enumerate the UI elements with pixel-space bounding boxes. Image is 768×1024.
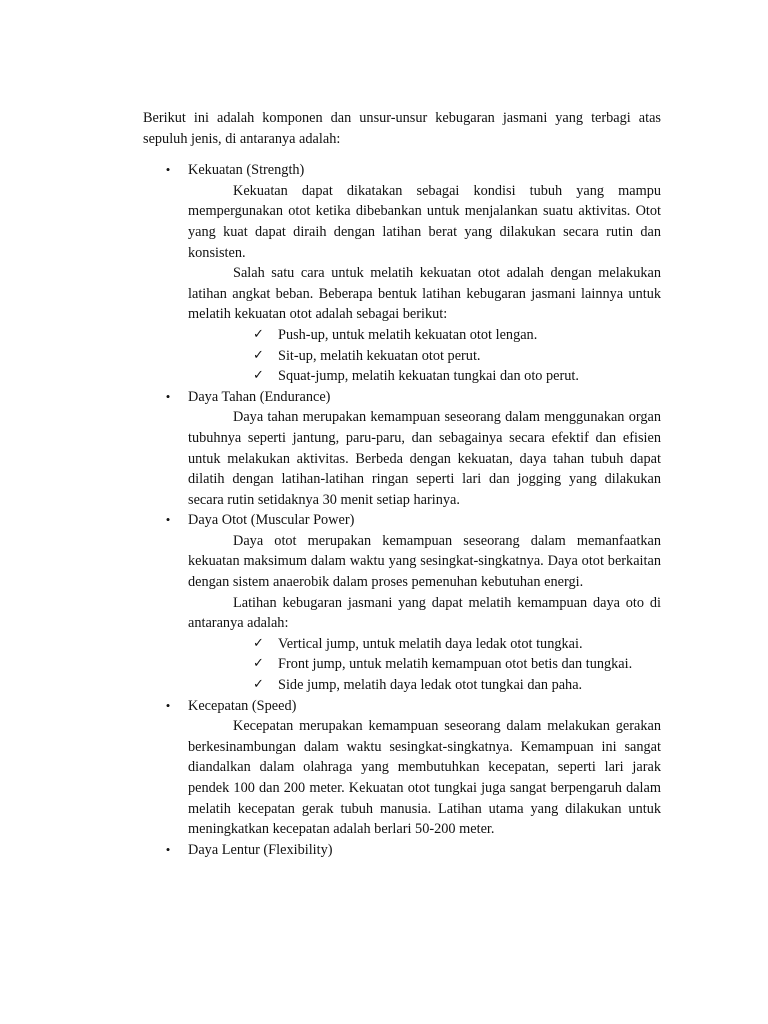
exercise-item	[253, 675, 661, 696]
bullet-icon: •	[165, 162, 171, 178]
list-item-speed	[143, 696, 661, 840]
item-title: Kecepatan (Speed)	[188, 697, 297, 714]
item-paragraph: Kecepatan merupakan kemampuan seseorang dalam melakukan gerakan berkesinambungan dalam waktu sesingkat-singkatnya. Kemampuan ini sangat diandalkan dalam olahraga yang membutuhkan kecepatan, seperti lari jarak pendek 100 dan 200 meter. Kekuatan otot tungkai juga sangat berpengaruh dalam melatih kecepatan gerak tubuh manusia. Latihan utama yang dilakukan untuk meningkatkan kecepatan adalah berlari 50-200 meter.	[188, 718, 661, 838]
item-paragraph: Salah satu cara untuk melatih kekuatan otot adalah dengan melakukan latihan angkat beban. Beberapa bentuk latihan kebugaran jasmani lainnya untuk melatih kekuatan otot adalah sebagai berikut:	[188, 265, 661, 323]
item-title: Daya Otot (Muscular Power)	[188, 512, 355, 529]
exercise-text: Front jump, untuk melatih kemampuan otot betis dan tungkai.	[278, 656, 633, 673]
exercise-text: Sit-up, melatih kekuatan otot perut.	[278, 347, 481, 364]
check-icon: ✓	[253, 677, 264, 693]
list-item-muscular-power	[143, 510, 661, 695]
exercise-item	[253, 654, 661, 675]
item-paragraph: Kekuatan dapat dikatakan sebagai kondisi tubuh yang mampu mempergunakan otot ketika dibebankan untuk menjalankan suatu aktivitas. Otot yang kuat dapat diraih dengan latihan berat yang dilakukan secara rutin dan konsisten.	[188, 182, 661, 261]
check-icon: ✓	[253, 347, 264, 363]
intro-paragraph: Berikut ini adalah komponen dan unsur-unsur kebugaran jasmani yang terbagi atas sepuluh jenis, di antaranya adalah:	[143, 110, 661, 147]
item-paragraph: Daya tahan merupakan kemampuan seseorang dalam menggunakan organ tubuhnya seperti jantung, paru-paru, dan sebagainya secara efektif dan efisien untuk melakukan aktivitas. Berbeda dengan kekuatan, daya tahan tubuh dapat dilatih dengan latihan-latihan ringan seperti lari dan jogging yang dilakukan secara rutin setidaknya 30 menit setiap harinya.	[188, 409, 661, 508]
check-icon: ✓	[253, 635, 264, 651]
bullet-icon: •	[165, 388, 171, 404]
exercise-item	[253, 634, 661, 655]
bullet-icon: •	[165, 841, 171, 857]
list-item-endurance	[143, 387, 661, 511]
exercise-list	[188, 634, 661, 696]
item-paragraph: Daya otot merupakan kemampuan seseorang dalam memanfaatkan kekuatan maksimum dalam waktu yang sesingkat-singkatnya. Daya otot berkaitan dengan sistem anaerobik dalam proses pemenuhan kebutuhan energi.	[188, 532, 661, 591]
exercise-text: Side jump, melatih daya ledak otot tungkai dan paha.	[278, 677, 583, 694]
list-item-flexibility	[143, 840, 661, 861]
exercise-text: Push-up, untuk melatih kekuatan otot lengan.	[278, 326, 538, 343]
bullet-icon: •	[165, 512, 171, 528]
item-title: Daya Tahan (Endurance)	[188, 388, 331, 405]
check-icon: ✓	[253, 368, 264, 384]
exercise-item	[253, 325, 661, 346]
exercise-item	[253, 346, 661, 367]
list-item-strength	[143, 160, 661, 387]
item-paragraph: Latihan kebugaran jasmani yang dapat melatih kemampuan daya oto di antaranya adalah:	[188, 594, 661, 632]
check-icon: ✓	[253, 326, 264, 342]
item-title: Daya Lentur (Flexibility)	[188, 841, 333, 858]
exercise-item	[253, 366, 661, 387]
exercise-text: Vertical jump, untuk melatih daya ledak otot tungkai.	[278, 635, 583, 652]
component-list	[143, 160, 661, 860]
document-page	[143, 108, 661, 860]
exercise-list	[188, 325, 661, 387]
exercise-text: Squat-jump, melatih kekuatan tungkai dan oto perut.	[278, 368, 579, 385]
check-icon: ✓	[253, 656, 264, 672]
item-title: Kekuatan (Strength)	[188, 162, 305, 179]
bullet-icon: •	[165, 697, 171, 713]
